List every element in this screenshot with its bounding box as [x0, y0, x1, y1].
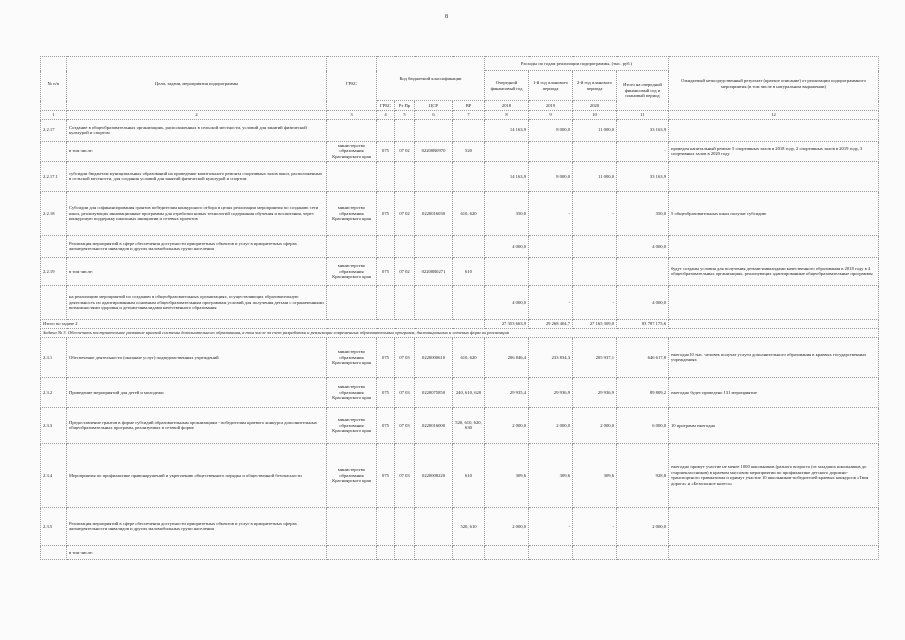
table-row	[41, 507, 879, 545]
table-row	[41, 119, 879, 141]
column-number: 10	[573, 111, 617, 120]
cell-rz	[395, 235, 415, 257]
header-grbs-short: ГРБС	[377, 101, 395, 111]
table-row	[41, 337, 879, 377]
cell-y2: 2 000,0	[573, 407, 617, 443]
column-number: 8	[485, 111, 529, 120]
cell-name: в том числе:	[67, 545, 327, 559]
cell-vr: 520	[453, 141, 485, 161]
cell-y0: 309,6	[485, 443, 529, 507]
cell-y0: 14 163,9	[485, 119, 529, 141]
cell-g: 075	[377, 337, 395, 377]
cell-grbs: министерство образования Красноярского края	[327, 257, 377, 285]
cell-y0: 2 000,0	[485, 507, 529, 545]
column-number: 11	[617, 111, 669, 120]
cell-rz: 07 03	[395, 443, 415, 507]
cell-vr	[453, 285, 485, 319]
cell-csr: 02200R0271	[415, 257, 453, 285]
cell-rz: 07 03	[395, 407, 415, 443]
cell-grbs	[327, 119, 377, 141]
cell-csr	[415, 119, 453, 141]
cell-rz	[395, 285, 415, 319]
subtotal-y1: 29 268 404,7	[529, 319, 573, 328]
cell-vr	[453, 119, 485, 141]
page-number: 8	[445, 14, 448, 20]
cell-name: Проведение мероприятий для детей и молодежи	[67, 377, 327, 407]
column-number: 5	[395, 111, 415, 120]
cell-n	[41, 545, 67, 559]
cell-name: в том числе:	[67, 141, 327, 161]
cell-result	[669, 285, 879, 319]
table-row	[41, 377, 879, 407]
header-grbs: ГРБС	[327, 57, 377, 111]
cell-g	[377, 285, 395, 319]
cell-name: на реализацию мероприятий по созданию в общеобразовательных организациях, осуществляющих образовательную деятельность по адаптированным основным общеобразовательным программам условий для получения детьми с ограниченными возможностями здоровья и детьми-инвалидами качественного образования	[67, 285, 327, 319]
cell-n: 2.3.2	[41, 377, 67, 407]
cell-vr: 520, 610	[453, 507, 485, 545]
cell-result	[669, 507, 879, 545]
cell-g: 075	[377, 257, 395, 285]
header-vr: ВР	[453, 101, 485, 111]
cell-result	[669, 545, 879, 559]
header-y0: Очередной финансовый год	[485, 71, 529, 101]
cell-grbs	[327, 285, 377, 319]
cell-vr	[453, 545, 485, 559]
cell-total: 4 000,0	[617, 235, 669, 257]
cell-csr: 0220016000	[415, 407, 453, 443]
table-row	[41, 161, 879, 191]
cell-csr: 0220016030	[415, 191, 453, 235]
cell-y0: 4 000,0	[485, 285, 529, 319]
task-3-heading: Задача № 3. Обеспечить поступательное развитие краевой системы дополнительного образования, в том числе за счет разработки и реализации современных образовательных программ, дистанционных и сетевых форм их реализации	[41, 328, 879, 337]
cell-vr: 520, 610, 620, 630	[453, 407, 485, 443]
cell-csr	[415, 285, 453, 319]
cell-y1: -	[529, 285, 573, 319]
cell-y1	[529, 545, 573, 559]
cell-y0: 2 000,0	[485, 407, 529, 443]
cell-y0	[485, 141, 529, 161]
cell-total: 646 617,8	[617, 337, 669, 377]
subtotal-total: 83 787 175,6	[617, 319, 669, 328]
cell-csr	[415, 507, 453, 545]
cell-name: Создание в общеобразовательных организациях, расположенных в сельской местности, условий для занятий физической культурой и спортом	[67, 119, 327, 141]
cell-total: 89 809,2	[617, 377, 669, 407]
column-number: 3	[327, 111, 377, 120]
header-rzpr: Рз Пр	[395, 101, 415, 111]
cell-grbs: министерство образования Красноярского края	[327, 191, 377, 235]
cell-grbs: министерство образования Красноярского края	[327, 141, 377, 161]
cell-y0: 4 000,0	[485, 235, 529, 257]
cell-rz: 07 03	[395, 337, 415, 377]
header-kbk: Код бюджетной классификации	[377, 57, 485, 101]
column-number: 4	[377, 111, 395, 120]
cell-grbs	[327, 235, 377, 257]
cell-result: проведен капитальный ремонт 5 спортивных залов в 2018 году, 2 спортивных залов в 2019 году, 3 спортивных залов в 2020 году	[669, 141, 879, 161]
cell-g: 075	[377, 141, 395, 161]
cell-grbs	[327, 507, 377, 545]
cell-n: 2.3.5	[41, 507, 67, 545]
cell-y1: 309,6	[529, 443, 573, 507]
cell-grbs: министерство образования Красноярского края	[327, 337, 377, 377]
cell-vr: 610, 620	[453, 337, 485, 377]
cell-y0	[485, 545, 529, 559]
column-number: 6	[415, 111, 453, 120]
cell-y0	[485, 257, 529, 285]
cell-rz	[395, 545, 415, 559]
cell-n: 2.3.1	[41, 337, 67, 377]
cell-y1: 29 936,9	[529, 377, 573, 407]
cell-n: 2.2.17.1	[41, 161, 67, 191]
cell-vr: 610, 620	[453, 191, 485, 235]
cell-y2: 11 000,0	[573, 161, 617, 191]
cell-csr	[415, 545, 453, 559]
cell-result	[669, 161, 879, 191]
cell-y2	[573, 235, 617, 257]
cell-n	[41, 141, 67, 161]
cell-y2	[573, 141, 617, 161]
header-y0-value: 2018	[485, 101, 529, 111]
subtotal-y0: 27 353 663,9	[485, 319, 529, 328]
header-result: Ожидаемый непосредственный результат (краткое описание) от реализации подпрограммного мероприятия (в том числе в натуральном выражении)	[669, 57, 879, 111]
header-name: Цели, задачи, мероприятия подпрограммы	[67, 57, 327, 111]
task-row	[41, 328, 879, 337]
cell-result: ежегодно будет проведено 131 мероприятие	[669, 377, 879, 407]
table-row	[41, 235, 879, 257]
cell-result	[669, 235, 879, 257]
cell-csr: 0220000610	[415, 337, 453, 377]
cell-y1	[529, 257, 573, 285]
header-y2: 2-й год планового периода	[573, 71, 617, 101]
cell-grbs: министерство образования Красноярского края	[327, 443, 377, 507]
cell-g: 075	[377, 377, 395, 407]
cell-name: Обеспечение деятельности (оказание услуг) подведомственных учреждений	[67, 337, 327, 377]
header-csr: ЦСР	[415, 101, 453, 111]
cell-y1: -	[529, 191, 573, 235]
cell-total	[617, 545, 669, 559]
cell-y2	[573, 545, 617, 559]
cell-y1: 8 000,0	[529, 161, 573, 191]
cell-y2	[573, 257, 617, 285]
cell-g: 075	[377, 407, 395, 443]
cell-rz	[395, 507, 415, 545]
cell-y1: 8 000,0	[529, 119, 573, 141]
cell-rz: 07 02	[395, 141, 415, 161]
cell-csr: 0220008220	[415, 443, 453, 507]
cell-name: Реализация мероприятий в сфере обеспечения доступности приоритетных объектов и услуг в приоритетных сферах жизнедеятельности инвалидов и других маломобильных групп населения	[67, 507, 327, 545]
table-row	[41, 257, 879, 285]
cell-y0: 206 846,4	[485, 337, 529, 377]
cell-g: 075	[377, 443, 395, 507]
cell-total: 2 000,0	[617, 507, 669, 545]
cell-total: 4 000,0	[617, 285, 669, 319]
cell-total: 33 163,9	[617, 119, 669, 141]
cell-total: 350,0	[617, 191, 669, 235]
cell-vr	[453, 235, 485, 257]
cell-n: 2.2.18	[41, 191, 67, 235]
cell-y0: 14 163,9	[485, 161, 529, 191]
column-number: 1	[41, 111, 67, 120]
cell-y1: 233 834,3	[529, 337, 573, 377]
table-row	[41, 141, 879, 161]
cell-g	[377, 545, 395, 559]
cell-rz	[395, 161, 415, 191]
table-row	[41, 191, 879, 235]
header-y2-value: 2020	[573, 101, 617, 111]
cell-y0: 350,0	[485, 191, 529, 235]
header-n: № п/п	[41, 57, 67, 111]
cell-result: ежегодно10 тыс. человек получат услуги дополнительного образования в краевых государственных учреждениях	[669, 337, 879, 377]
cell-y1	[529, 235, 573, 257]
cell-result: ежегодно примут участие не менее 1000 школьников (разного возраста (от младших школьников до старшеклассников) в краевом массовом мероприятии по профилактике детского дорожно-транспортного травматизма и примут участие 10 школьников-победителей краевых конкурсов «Твоя дорога» и «Безопасное колесо»	[669, 443, 879, 507]
cell-total	[617, 257, 669, 285]
cell-n	[41, 285, 67, 319]
cell-result: 10 программ ежегодно	[669, 407, 879, 443]
cell-result	[669, 119, 879, 141]
cell-csr: 0220075850	[415, 377, 453, 407]
cell-y2: -	[573, 507, 617, 545]
column-number: 12	[669, 111, 879, 120]
cell-rz: 07 02	[395, 191, 415, 235]
table-row	[41, 545, 879, 559]
cell-n: 2.3.4	[41, 443, 67, 507]
cell-y2: 205 937,1	[573, 337, 617, 377]
cell-vr: 240, 610, 620	[453, 377, 485, 407]
cell-total: -	[617, 141, 669, 161]
cell-y1: -	[529, 507, 573, 545]
cell-result: будут созданы условия для получения детьми-инвалидами качественного образования в 2018 году в 4 общеобразовательных организациях, реализующих адаптированные общеобразовательные программы	[669, 257, 879, 285]
cell-vr: 610	[453, 443, 485, 507]
cell-name: Субсидии для софинансирования грантов победителям конкурсного отбора в целях реализации мероприятия по созданию сети школ, реализующих инновационные программы для отработки новых технологий содержания обучения и воспитания, через конкурсную поддержку школьных инициатив и сетевых проектов	[67, 191, 327, 235]
cell-result: 5 общеобразовательных школ получат субсидию	[669, 191, 879, 235]
cell-total: 928,8	[617, 443, 669, 507]
cell-n: 2.2.17	[41, 119, 67, 141]
cell-name: Мероприятия по профилактике правонарушений и укреплению общественного порядка и общественной безопасности	[67, 443, 327, 507]
cell-name: Реализация мероприятий в сфере обеспечения доступности приоритетных объектов и услуг в приоритетных сферах жизнедеятельности инвалидов и других маломобильных групп населения	[67, 235, 327, 257]
header-y1: 1-й год планового периода	[529, 71, 573, 101]
cell-rz: 07 03	[395, 377, 415, 407]
column-number: 2	[67, 111, 327, 120]
cell-grbs	[327, 161, 377, 191]
table-row	[41, 443, 879, 507]
subtotal-y2: 27 165 309,0	[573, 319, 617, 328]
cell-csr: 02200R0970	[415, 141, 453, 161]
table-row	[41, 285, 879, 319]
subtotal-result	[669, 319, 879, 328]
header-y1-value: 2019	[529, 101, 573, 111]
subtotal-row	[41, 319, 879, 328]
cell-n: 2.3.3	[41, 407, 67, 443]
program-table	[40, 56, 879, 560]
cell-y1	[529, 141, 573, 161]
cell-grbs	[327, 545, 377, 559]
cell-y1: 2 000,0	[529, 407, 573, 443]
cell-y2: 309,6	[573, 443, 617, 507]
cell-csr	[415, 235, 453, 257]
cell-n: 2.2.19	[41, 257, 67, 285]
cell-y2: -	[573, 285, 617, 319]
cell-g	[377, 119, 395, 141]
header-expenses: Расходы по годам реализации подпрограммы, (тыс. руб.)	[485, 57, 669, 71]
cell-name: в том числе:	[67, 257, 327, 285]
cell-g	[377, 235, 395, 257]
column-number: 7	[453, 111, 485, 120]
column-number: 9	[529, 111, 573, 120]
cell-name: Предоставление грантов в форме субсидий образовательным организациям - победителям краевого конкурса дополнительных общеобразовательных программ, реализуемых в сетевой форме	[67, 407, 327, 443]
subtotal-label: Итого по задаче 2	[41, 319, 485, 328]
cell-n	[41, 235, 67, 257]
cell-y0: 29 935,4	[485, 377, 529, 407]
cell-total: 33 163,9	[617, 161, 669, 191]
table-row	[41, 407, 879, 443]
cell-name: субсидии бюджетам муниципальных образований на проведение капитального ремонта спортивных залов школ, расположенных в сельской местности, для создания условий для занятий физической культурой и спортом	[67, 161, 327, 191]
cell-y2: 11 000,0	[573, 119, 617, 141]
cell-vr: 610	[453, 257, 485, 285]
cell-rz: 07 02	[395, 257, 415, 285]
cell-total: 6 000,0	[617, 407, 669, 443]
cell-g: 075	[377, 191, 395, 235]
cell-g	[377, 507, 395, 545]
cell-y2: 29 936,9	[573, 377, 617, 407]
cell-csr	[415, 161, 453, 191]
cell-rz	[395, 119, 415, 141]
cell-vr	[453, 161, 485, 191]
header-total: Итого на очередной финансовый год и плановый период	[617, 71, 669, 111]
cell-grbs: министерство образования Красноярского края	[327, 377, 377, 407]
cell-y2: -	[573, 191, 617, 235]
cell-grbs: министерство образования Красноярского края	[327, 407, 377, 443]
cell-g	[377, 161, 395, 191]
